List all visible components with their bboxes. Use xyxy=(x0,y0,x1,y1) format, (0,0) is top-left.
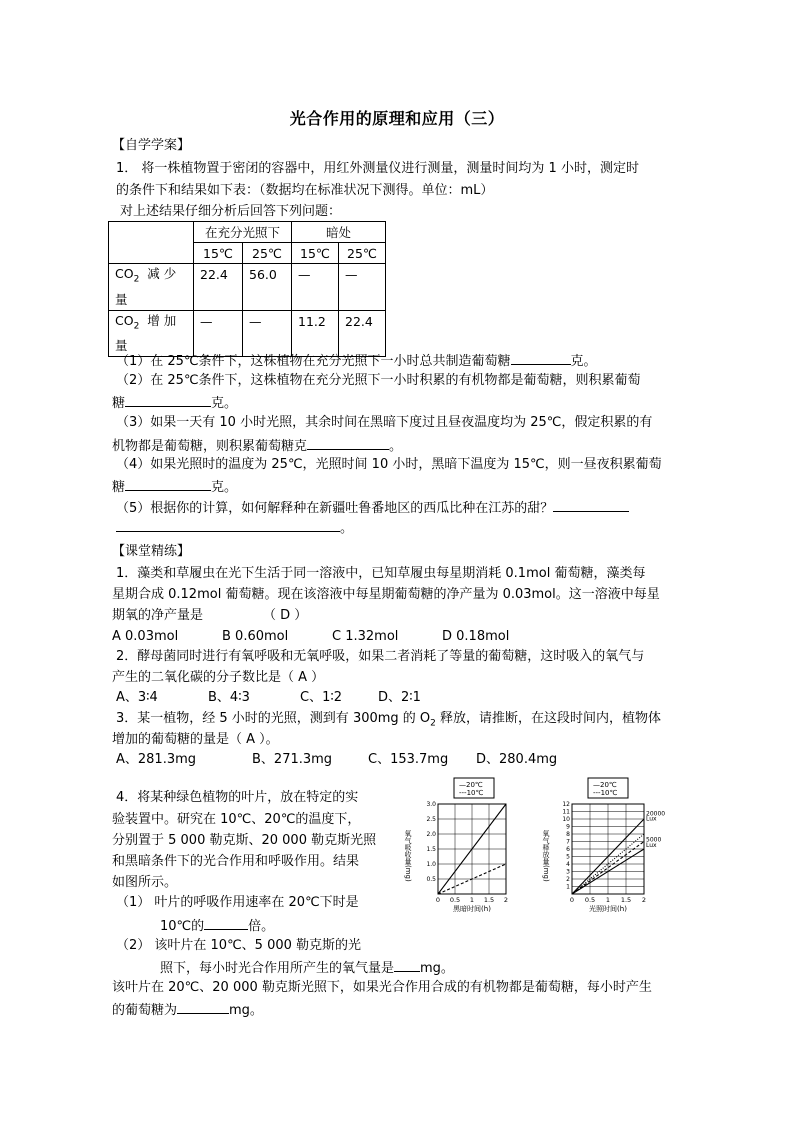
p4-line3: 分别置于 5 000 勒克斯、20 000 勒克斯光照 xyxy=(112,833,377,848)
p4-q1-line1: （1） 叶片的呼吸作用速率在 20℃下时是 xyxy=(116,895,359,910)
option[interactable]: A 0.03mol xyxy=(112,629,179,644)
q1-intro-line2: 的条件下和结果如下表：（数据均在标准状况下测得。单位：mL） xyxy=(116,183,494,198)
p4-line5: 如图所示。 xyxy=(112,875,178,890)
header-dark-25: 25℃ xyxy=(339,243,386,264)
q1-sub1: （1）在 25℃条件下，这株植物在充分光照下一小时总共制造葡萄糖 克。 xyxy=(116,351,597,371)
p4-line4: 和黑暗条件下的光合作用和呼吸作用。结果 xyxy=(112,854,360,869)
q1-sub4-line1: （4）如果光照时的温度为 25℃，光照时间 10 小时，黑暗下温度为 15℃，则一昼夜积累葡萄 xyxy=(116,457,662,472)
page-title: 光合作用的原理和应用（三） xyxy=(289,109,505,128)
header-light-15: 15℃ xyxy=(194,243,243,264)
p3-line1: 3．某一植物，经 5 小时的光照，测到有 300mg 的 $O_2$ 释放，请推断，在这段时间内，植物体 xyxy=(116,711,662,729)
q1-sub3-line1: （3）如果一天有 10 小时光照，其余时间在黑暗下度过且昼夜温度均为 25℃，假定积累的有 xyxy=(116,415,653,430)
section-heading-class-practice: 【课堂精练】 xyxy=(112,544,191,559)
y-tick-label: 6 xyxy=(566,846,570,853)
table-cell: 56.0 xyxy=(243,264,292,311)
answer-blank[interactable] xyxy=(394,958,420,972)
annotation-label: 5000 xyxy=(646,836,662,844)
y-tick-label: 7 xyxy=(566,838,570,846)
q1-sub2-line1: （2）在 25℃条件下，这株植物在充分光照下一小时积累的有机物都是葡萄糖，则积累葡萄 xyxy=(116,373,641,388)
legend-entry: —20℃ xyxy=(459,781,483,789)
table-corner xyxy=(109,222,194,264)
y-tick-label: 5 xyxy=(566,853,570,861)
annotation-label: Lux xyxy=(646,815,657,823)
option[interactable]: B 0.60mol xyxy=(222,629,289,644)
y-tick-label: 3 xyxy=(566,868,570,876)
y-tick-label: 11 xyxy=(562,808,570,816)
x-tick-label: 0 xyxy=(435,896,441,904)
y-tick-label: 1 xyxy=(566,883,570,891)
row-co2-increase-label: $CO_2$ 增 加 量 xyxy=(109,310,194,357)
p2-line1: 2．酵母菌同时进行有氧呼吸和无氧呼吸，如果二者消耗了等量的葡萄糖，这时吸入的氧气与 xyxy=(116,649,645,664)
legend-entry: —20℃ xyxy=(593,781,617,789)
table-cell: 11.2 xyxy=(292,310,339,357)
light-oxygen-release-chart xyxy=(536,776,688,912)
header-light-25: 25℃ xyxy=(243,243,292,264)
measurement-table xyxy=(108,221,386,357)
x-tick-label: 1.5 xyxy=(483,896,495,904)
x-tick-label: 2 xyxy=(503,896,509,904)
x-tick-label: 1.5 xyxy=(620,896,632,904)
p3-line2: 增加的葡萄糖的量是（ A ）。 xyxy=(112,732,279,747)
section-heading-self-study: 【自学学案】 xyxy=(112,138,191,153)
y-tick-label: 1.0 xyxy=(426,861,436,868)
legend-entry: ---10℃ xyxy=(459,789,484,797)
y-tick-label: 2.0 xyxy=(426,831,436,838)
table-cell: 22.4 xyxy=(194,264,243,311)
p1-answer: （ D ） xyxy=(263,608,308,623)
q1-sub2-line2: 糖 克。 xyxy=(112,393,237,413)
y-tick-label: 3.0 xyxy=(426,801,436,808)
dark-oxygen-absorption-chart xyxy=(396,776,528,912)
answer-blank[interactable] xyxy=(125,477,211,491)
y-tick-label: 0.5 xyxy=(426,876,436,883)
option[interactable]: C 1.32mol xyxy=(332,629,399,644)
legend-entry: ---10℃ xyxy=(593,789,618,797)
q1-sub5-line2: 。 xyxy=(116,518,353,538)
y-tick-label: 10 xyxy=(562,816,570,823)
table-cell: — xyxy=(243,310,292,357)
y-tick-label: 1.5 xyxy=(426,846,436,853)
answer-blank[interactable] xyxy=(511,351,571,365)
y-tick-label: 12 xyxy=(562,801,570,808)
header-dark: 暗处 xyxy=(292,222,386,243)
p1-line3: 期氧的净产量是 （ D ） xyxy=(112,608,308,623)
option[interactable]: C、153.7mg xyxy=(368,752,449,767)
answer-blank[interactable] xyxy=(177,1000,229,1014)
p2-options xyxy=(116,689,421,707)
q1-sub3-line2: 机物都是葡萄糖，则积累葡萄糖克 。 xyxy=(112,436,402,456)
option[interactable]: D、280.4mg xyxy=(476,752,558,767)
x-tick-label: 0.5 xyxy=(449,896,461,904)
table-cell: 22.4 xyxy=(339,310,386,357)
p4-q2-line2: 照下，每小时光合作用所产生的氧气量是 mg。 xyxy=(160,958,454,978)
table-cell: — xyxy=(292,264,339,311)
y-tick-label: 8 xyxy=(566,831,570,838)
p4-line6: 该叶片在 20℃、20 000 勒克斯光照下，如果光合作用合成的有机物都是葡萄糖，每小时产生 xyxy=(112,980,652,995)
option[interactable]: D 0.18mol xyxy=(442,629,510,644)
option[interactable]: A、281.3mg xyxy=(116,752,197,767)
x-axis-label: 黑暗时间(h) xyxy=(453,905,491,912)
p3-options xyxy=(116,751,557,769)
p1-line2: 星期合成 0.12mol 葡萄糖。现在该溶液中每星期葡萄糖的净产量为 0.03mol。这一溶液中每星 xyxy=(112,587,660,602)
y-tick-label: 2.5 xyxy=(426,816,436,823)
x-tick-label: 1 xyxy=(605,896,611,904)
answer-blank[interactable] xyxy=(307,436,389,450)
answer-blank[interactable] xyxy=(125,393,211,407)
q1-sub4-line2: 糖 克。 xyxy=(112,477,237,497)
y-tick-label: 2 xyxy=(566,876,570,883)
x-tick-label: 0 xyxy=(569,896,575,904)
q1-intro-line1: 1． 将一株植物置于密闭的容器中，用红外测量仪进行测量，测量时间均为 1 小时，测定时 xyxy=(116,161,639,176)
y-tick-label: 4 xyxy=(566,861,570,868)
answer-blank[interactable] xyxy=(116,518,340,532)
p4-line7: 的葡萄糖为 mg。 xyxy=(112,1000,263,1020)
annotation-label: 20000 xyxy=(646,810,666,818)
p2-line2: 产生的二氧化碳的分子数比是（ A ） xyxy=(112,670,325,685)
header-light: 在充分光照下 xyxy=(194,222,292,243)
y-tick-label: 9 xyxy=(566,823,570,831)
y-axis-label: 氧气释放量(mg) xyxy=(542,830,550,882)
x-tick-label: 1 xyxy=(469,896,475,904)
answer-blank[interactable] xyxy=(553,498,629,512)
row-co2-decrease-label: $CO_2$ 减 少 量 xyxy=(109,264,194,311)
answer-blank[interactable] xyxy=(204,916,248,930)
p4-line1: 4．将某种绿色植物的叶片，放在特定的实 xyxy=(116,790,359,805)
x-axis-label: 光照时间(h) xyxy=(589,905,627,912)
y-axis-label: 氧气吸收量(mg) xyxy=(404,830,412,882)
table-cell: — xyxy=(194,310,243,357)
p4-line2: 验装置中。研究在 10℃、20℃的温度下， xyxy=(112,812,361,827)
x-tick-label: 0.5 xyxy=(584,896,596,904)
option[interactable]: B、4∶3 xyxy=(208,690,250,705)
x-tick-label: 2 xyxy=(641,896,647,904)
table-cell: — xyxy=(339,264,386,311)
p4-q2-line1: （2） 该叶片在 10℃、5 000 勒克斯的光 xyxy=(116,938,362,953)
option[interactable]: C、1∶2 xyxy=(300,690,343,705)
p1-options xyxy=(112,628,532,646)
header-dark-15: 15℃ xyxy=(292,243,339,264)
option[interactable]: A、3∶4 xyxy=(116,690,158,705)
option[interactable]: B、271.3mg xyxy=(252,752,333,767)
p1-line1: 1．藻类和草履虫在光下生活于同一溶液中，已知草履虫每星期消耗 0.1mol 葡萄糖，藻类每 xyxy=(116,566,646,581)
q1-intro-line3: 对上述结果仔细分析后回答下列问题： xyxy=(120,204,342,219)
option[interactable]: D、2∶1 xyxy=(378,690,421,705)
q1-sub5-line1: （5）根据你的计算，如何解释种在新疆吐鲁番地区的西瓜比种在江苏的甜？ xyxy=(116,498,629,518)
annotation-label: Lux xyxy=(646,841,657,849)
p4-q1-line2: 10℃的 倍。 xyxy=(160,916,274,936)
